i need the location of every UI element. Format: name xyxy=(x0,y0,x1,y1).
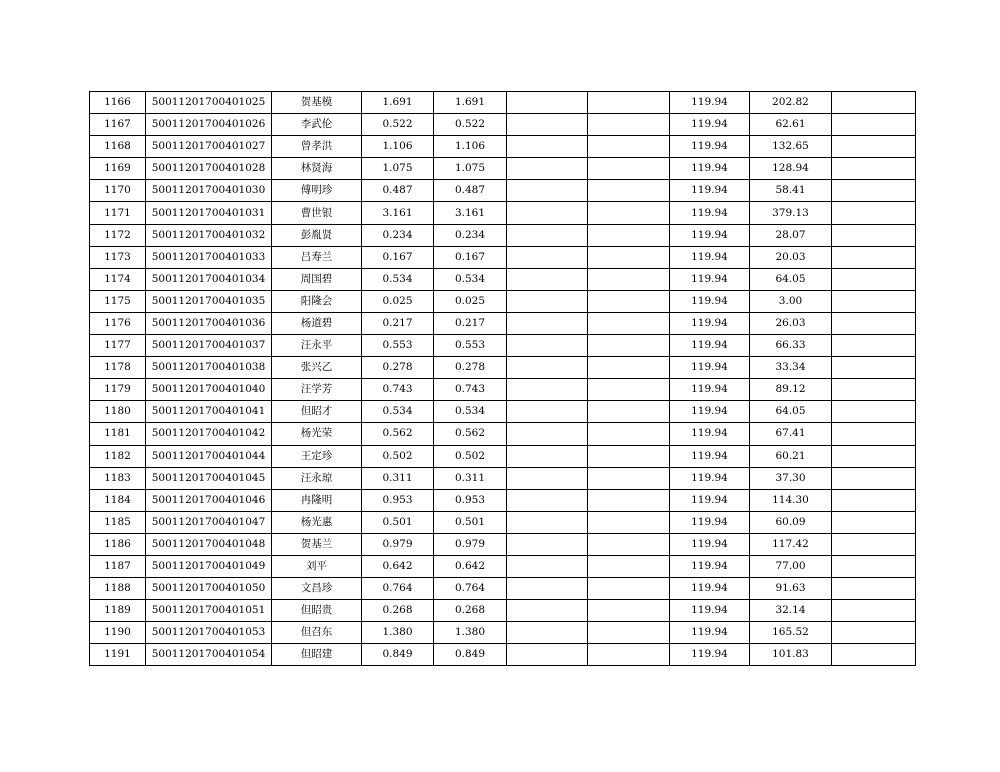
amount-cell: 117.42 xyxy=(750,533,832,555)
amount-cell: 28.07 xyxy=(750,224,832,246)
unit-price-cell: 119.94 xyxy=(670,423,750,445)
blank-cell xyxy=(507,533,588,555)
owner-name-cell: 文昌珍 xyxy=(272,578,362,600)
amount-cell: 114.30 xyxy=(750,489,832,511)
parcel-code-cell: 50011201700401036 xyxy=(146,312,272,334)
unit-price-cell: 119.94 xyxy=(670,312,750,334)
blank-cell xyxy=(507,136,588,158)
confirmed-area-cell: 0.562 xyxy=(434,423,507,445)
blank-cell xyxy=(507,578,588,600)
remark-cell xyxy=(832,246,916,268)
remark-cell xyxy=(832,600,916,622)
remark-cell xyxy=(832,533,916,555)
remark-cell xyxy=(832,158,916,180)
amount-cell: 89.12 xyxy=(750,379,832,401)
area-cell: 0.979 xyxy=(362,533,434,555)
blank-cell xyxy=(588,578,670,600)
remark-cell xyxy=(832,423,916,445)
blank-cell xyxy=(588,136,670,158)
unit-price-cell: 119.94 xyxy=(670,445,750,467)
table-row xyxy=(90,379,916,401)
unit-price-cell: 119.94 xyxy=(670,92,750,114)
owner-name-cell: 吕寿兰 xyxy=(272,246,362,268)
confirmed-area-cell: 1.380 xyxy=(434,622,507,644)
row-number-cell: 1166 xyxy=(90,92,146,114)
confirmed-area-cell: 0.522 xyxy=(434,114,507,136)
unit-price-cell: 119.94 xyxy=(670,158,750,180)
confirmed-area-cell: 0.311 xyxy=(434,467,507,489)
parcel-code-cell: 50011201700401025 xyxy=(146,92,272,114)
row-number-cell: 1178 xyxy=(90,357,146,379)
area-cell: 0.522 xyxy=(362,114,434,136)
blank-cell xyxy=(507,246,588,268)
area-cell: 0.502 xyxy=(362,445,434,467)
unit-price-cell: 119.94 xyxy=(670,467,750,489)
remark-cell xyxy=(832,622,916,644)
area-cell: 0.278 xyxy=(362,357,434,379)
parcel-code-cell: 50011201700401053 xyxy=(146,622,272,644)
blank-cell xyxy=(507,312,588,334)
parcel-code-cell: 50011201700401045 xyxy=(146,467,272,489)
blank-cell xyxy=(507,445,588,467)
owner-name-cell: 贺基兰 xyxy=(272,533,362,555)
confirmed-area-cell: 0.234 xyxy=(434,224,507,246)
amount-cell: 60.09 xyxy=(750,511,832,533)
parcel-code-cell: 50011201700401027 xyxy=(146,136,272,158)
blank-cell xyxy=(507,555,588,577)
confirmed-area-cell: 1.691 xyxy=(434,92,507,114)
unit-price-cell: 119.94 xyxy=(670,136,750,158)
amount-cell: 26.03 xyxy=(750,312,832,334)
parcel-code-cell: 50011201700401030 xyxy=(146,180,272,202)
table-body xyxy=(90,92,916,666)
amount-cell: 20.03 xyxy=(750,246,832,268)
amount-cell: 67.41 xyxy=(750,423,832,445)
blank-cell xyxy=(507,268,588,290)
area-cell: 0.764 xyxy=(362,578,434,600)
remark-cell xyxy=(832,489,916,511)
blank-cell xyxy=(588,622,670,644)
confirmed-area-cell: 0.217 xyxy=(434,312,507,334)
row-number-cell: 1170 xyxy=(90,180,146,202)
table-row xyxy=(90,600,916,622)
parcel-code-cell: 50011201700401048 xyxy=(146,533,272,555)
table-row xyxy=(90,401,916,423)
table-row xyxy=(90,180,916,202)
remark-cell xyxy=(832,445,916,467)
row-number-cell: 1191 xyxy=(90,644,146,666)
unit-price-cell: 119.94 xyxy=(670,578,750,600)
area-cell: 1.106 xyxy=(362,136,434,158)
confirmed-area-cell: 0.642 xyxy=(434,555,507,577)
blank-cell xyxy=(588,92,670,114)
unit-price-cell: 119.94 xyxy=(670,114,750,136)
area-cell: 0.743 xyxy=(362,379,434,401)
area-cell: 1.380 xyxy=(362,622,434,644)
area-cell: 0.534 xyxy=(362,268,434,290)
amount-cell: 101.83 xyxy=(750,644,832,666)
blank-cell xyxy=(507,224,588,246)
parcel-code-cell: 50011201700401042 xyxy=(146,423,272,445)
remark-cell xyxy=(832,114,916,136)
confirmed-area-cell: 0.278 xyxy=(434,357,507,379)
confirmed-area-cell: 0.534 xyxy=(434,401,507,423)
owner-name-cell: 彭胤贤 xyxy=(272,224,362,246)
row-number-cell: 1168 xyxy=(90,136,146,158)
table-row xyxy=(90,202,916,224)
area-cell: 3.161 xyxy=(362,202,434,224)
owner-name-cell: 但昭才 xyxy=(272,401,362,423)
parcel-code-cell: 50011201700401040 xyxy=(146,379,272,401)
amount-cell: 379.13 xyxy=(750,202,832,224)
area-cell: 0.501 xyxy=(362,511,434,533)
area-cell: 0.849 xyxy=(362,644,434,666)
remark-cell xyxy=(832,379,916,401)
data-table xyxy=(89,91,916,666)
area-cell: 0.025 xyxy=(362,290,434,312)
row-number-cell: 1176 xyxy=(90,312,146,334)
unit-price-cell: 119.94 xyxy=(670,489,750,511)
confirmed-area-cell: 0.268 xyxy=(434,600,507,622)
blank-cell xyxy=(507,401,588,423)
blank-cell xyxy=(507,511,588,533)
remark-cell xyxy=(832,202,916,224)
table-row xyxy=(90,533,916,555)
table-row xyxy=(90,224,916,246)
row-number-cell: 1180 xyxy=(90,401,146,423)
amount-cell: 64.05 xyxy=(750,401,832,423)
blank-cell xyxy=(507,158,588,180)
parcel-code-cell: 50011201700401050 xyxy=(146,578,272,600)
area-cell: 0.311 xyxy=(362,467,434,489)
amount-cell: 58.41 xyxy=(750,180,832,202)
confirmed-area-cell: 0.743 xyxy=(434,379,507,401)
owner-name-cell: 王定珍 xyxy=(272,445,362,467)
confirmed-area-cell: 0.979 xyxy=(434,533,507,555)
amount-cell: 3.00 xyxy=(750,290,832,312)
confirmed-area-cell: 3.161 xyxy=(434,202,507,224)
table-row xyxy=(90,335,916,357)
unit-price-cell: 119.94 xyxy=(670,600,750,622)
row-number-cell: 1173 xyxy=(90,246,146,268)
owner-name-cell: 杨光惠 xyxy=(272,511,362,533)
area-cell: 0.268 xyxy=(362,600,434,622)
blank-cell xyxy=(507,180,588,202)
blank-cell xyxy=(507,202,588,224)
confirmed-area-cell: 0.501 xyxy=(434,511,507,533)
area-cell: 0.234 xyxy=(362,224,434,246)
owner-name-cell: 李武伦 xyxy=(272,114,362,136)
row-number-cell: 1175 xyxy=(90,290,146,312)
unit-price-cell: 119.94 xyxy=(670,180,750,202)
confirmed-area-cell: 0.764 xyxy=(434,578,507,600)
owner-name-cell: 但召东 xyxy=(272,622,362,644)
blank-cell xyxy=(507,489,588,511)
table-row xyxy=(90,268,916,290)
table-row xyxy=(90,511,916,533)
parcel-code-cell: 50011201700401051 xyxy=(146,600,272,622)
area-cell: 0.953 xyxy=(362,489,434,511)
confirmed-area-cell: 0.953 xyxy=(434,489,507,511)
parcel-code-cell: 50011201700401041 xyxy=(146,401,272,423)
confirmed-area-cell: 0.534 xyxy=(434,268,507,290)
table-row xyxy=(90,357,916,379)
amount-cell: 77.00 xyxy=(750,555,832,577)
row-number-cell: 1187 xyxy=(90,555,146,577)
unit-price-cell: 119.94 xyxy=(670,202,750,224)
confirmed-area-cell: 0.553 xyxy=(434,335,507,357)
remark-cell xyxy=(832,511,916,533)
remark-cell xyxy=(832,578,916,600)
blank-cell xyxy=(588,202,670,224)
parcel-code-cell: 50011201700401044 xyxy=(146,445,272,467)
amount-cell: 132.65 xyxy=(750,136,832,158)
blank-cell xyxy=(588,246,670,268)
blank-cell xyxy=(588,158,670,180)
table-row xyxy=(90,445,916,467)
remark-cell xyxy=(832,467,916,489)
parcel-code-cell: 50011201700401031 xyxy=(146,202,272,224)
table-row xyxy=(90,136,916,158)
blank-cell xyxy=(588,533,670,555)
amount-cell: 66.33 xyxy=(750,335,832,357)
parcel-code-cell: 50011201700401033 xyxy=(146,246,272,268)
area-cell: 0.534 xyxy=(362,401,434,423)
row-number-cell: 1171 xyxy=(90,202,146,224)
row-number-cell: 1177 xyxy=(90,335,146,357)
owner-name-cell: 但昭建 xyxy=(272,644,362,666)
table-row xyxy=(90,423,916,445)
table-row xyxy=(90,555,916,577)
amount-cell: 64.05 xyxy=(750,268,832,290)
row-number-cell: 1189 xyxy=(90,600,146,622)
blank-cell xyxy=(507,423,588,445)
unit-price-cell: 119.94 xyxy=(670,246,750,268)
table-row xyxy=(90,489,916,511)
owner-name-cell: 傅明珍 xyxy=(272,180,362,202)
unit-price-cell: 119.94 xyxy=(670,379,750,401)
amount-cell: 37.30 xyxy=(750,467,832,489)
area-cell: 0.167 xyxy=(362,246,434,268)
confirmed-area-cell: 0.487 xyxy=(434,180,507,202)
row-number-cell: 1181 xyxy=(90,423,146,445)
owner-name-cell: 阳隆会 xyxy=(272,290,362,312)
row-number-cell: 1184 xyxy=(90,489,146,511)
row-number-cell: 1183 xyxy=(90,467,146,489)
blank-cell xyxy=(507,600,588,622)
parcel-code-cell: 50011201700401037 xyxy=(146,335,272,357)
blank-cell xyxy=(588,401,670,423)
parcel-code-cell: 50011201700401038 xyxy=(146,357,272,379)
owner-name-cell: 曹世银 xyxy=(272,202,362,224)
blank-cell xyxy=(588,224,670,246)
blank-cell xyxy=(507,622,588,644)
parcel-code-cell: 50011201700401046 xyxy=(146,489,272,511)
blank-cell xyxy=(507,467,588,489)
confirmed-area-cell: 0.167 xyxy=(434,246,507,268)
remark-cell xyxy=(832,401,916,423)
table-row xyxy=(90,467,916,489)
unit-price-cell: 119.94 xyxy=(670,224,750,246)
blank-cell xyxy=(507,379,588,401)
owner-name-cell: 汪学芳 xyxy=(272,379,362,401)
remark-cell xyxy=(832,644,916,666)
row-number-cell: 1174 xyxy=(90,268,146,290)
owner-name-cell: 周国碧 xyxy=(272,268,362,290)
unit-price-cell: 119.94 xyxy=(670,555,750,577)
confirmed-area-cell: 0.025 xyxy=(434,290,507,312)
owner-name-cell: 张兴乙 xyxy=(272,357,362,379)
remark-cell xyxy=(832,180,916,202)
table-row xyxy=(90,114,916,136)
owner-name-cell: 杨道碧 xyxy=(272,312,362,334)
parcel-code-cell: 50011201700401035 xyxy=(146,290,272,312)
table-row xyxy=(90,246,916,268)
table-row xyxy=(90,290,916,312)
parcel-code-cell: 50011201700401054 xyxy=(146,644,272,666)
owner-name-cell: 汪永琼 xyxy=(272,467,362,489)
owner-name-cell: 刘平 xyxy=(272,555,362,577)
blank-cell xyxy=(588,312,670,334)
table-row xyxy=(90,622,916,644)
amount-cell: 62.61 xyxy=(750,114,832,136)
parcel-code-cell: 50011201700401028 xyxy=(146,158,272,180)
blank-cell xyxy=(507,335,588,357)
remark-cell xyxy=(832,136,916,158)
blank-cell xyxy=(588,335,670,357)
table-row xyxy=(90,644,916,666)
blank-cell xyxy=(588,379,670,401)
remark-cell xyxy=(832,555,916,577)
owner-name-cell: 杨光荣 xyxy=(272,423,362,445)
amount-cell: 202.82 xyxy=(750,92,832,114)
unit-price-cell: 119.94 xyxy=(670,511,750,533)
row-number-cell: 1169 xyxy=(90,158,146,180)
confirmed-area-cell: 0.502 xyxy=(434,445,507,467)
blank-cell xyxy=(588,467,670,489)
unit-price-cell: 119.94 xyxy=(670,401,750,423)
area-cell: 1.075 xyxy=(362,158,434,180)
blank-cell xyxy=(588,555,670,577)
parcel-code-cell: 50011201700401034 xyxy=(146,268,272,290)
unit-price-cell: 119.94 xyxy=(670,644,750,666)
blank-cell xyxy=(588,423,670,445)
parcel-code-cell: 50011201700401026 xyxy=(146,114,272,136)
unit-price-cell: 119.94 xyxy=(670,335,750,357)
row-number-cell: 1186 xyxy=(90,533,146,555)
owner-name-cell: 林贤海 xyxy=(272,158,362,180)
remark-cell xyxy=(832,357,916,379)
area-cell: 0.487 xyxy=(362,180,434,202)
area-cell: 0.562 xyxy=(362,423,434,445)
remark-cell xyxy=(832,312,916,334)
unit-price-cell: 119.94 xyxy=(670,533,750,555)
area-cell: 0.217 xyxy=(362,312,434,334)
area-cell: 1.691 xyxy=(362,92,434,114)
row-number-cell: 1182 xyxy=(90,445,146,467)
area-cell: 0.553 xyxy=(362,335,434,357)
blank-cell xyxy=(588,357,670,379)
blank-cell xyxy=(588,511,670,533)
row-number-cell: 1185 xyxy=(90,511,146,533)
remark-cell xyxy=(832,92,916,114)
amount-cell: 91.63 xyxy=(750,578,832,600)
row-number-cell: 1179 xyxy=(90,379,146,401)
confirmed-area-cell: 1.106 xyxy=(434,136,507,158)
amount-cell: 128.94 xyxy=(750,158,832,180)
blank-cell xyxy=(588,114,670,136)
confirmed-area-cell: 1.075 xyxy=(434,158,507,180)
row-number-cell: 1190 xyxy=(90,622,146,644)
table-row xyxy=(90,578,916,600)
parcel-code-cell: 50011201700401032 xyxy=(146,224,272,246)
blank-cell xyxy=(507,92,588,114)
owner-name-cell: 汪永平 xyxy=(272,335,362,357)
unit-price-cell: 119.94 xyxy=(670,290,750,312)
table-row xyxy=(90,92,916,114)
amount-cell: 60.21 xyxy=(750,445,832,467)
remark-cell xyxy=(832,290,916,312)
blank-cell xyxy=(588,600,670,622)
owner-name-cell: 但昭贵 xyxy=(272,600,362,622)
blank-cell xyxy=(507,114,588,136)
amount-cell: 33.34 xyxy=(750,357,832,379)
blank-cell xyxy=(588,180,670,202)
unit-price-cell: 119.94 xyxy=(670,622,750,644)
blank-cell xyxy=(588,268,670,290)
unit-price-cell: 119.94 xyxy=(670,357,750,379)
parcel-code-cell: 50011201700401049 xyxy=(146,555,272,577)
remark-cell xyxy=(832,335,916,357)
blank-cell xyxy=(588,290,670,312)
table-row xyxy=(90,312,916,334)
remark-cell xyxy=(832,224,916,246)
row-number-cell: 1172 xyxy=(90,224,146,246)
blank-cell xyxy=(507,290,588,312)
table-row xyxy=(90,158,916,180)
row-number-cell: 1188 xyxy=(90,578,146,600)
confirmed-area-cell: 0.849 xyxy=(434,644,507,666)
owner-name-cell: 贺基模 xyxy=(272,92,362,114)
unit-price-cell: 119.94 xyxy=(670,268,750,290)
row-number-cell: 1167 xyxy=(90,114,146,136)
blank-cell xyxy=(588,644,670,666)
remark-cell xyxy=(832,268,916,290)
owner-name-cell: 冉隆明 xyxy=(272,489,362,511)
amount-cell: 32.14 xyxy=(750,600,832,622)
parcel-code-cell: 50011201700401047 xyxy=(146,511,272,533)
owner-name-cell: 曾孝洪 xyxy=(272,136,362,158)
blank-cell xyxy=(588,445,670,467)
blank-cell xyxy=(588,489,670,511)
blank-cell xyxy=(507,644,588,666)
amount-cell: 165.52 xyxy=(750,622,832,644)
area-cell: 0.642 xyxy=(362,555,434,577)
blank-cell xyxy=(507,357,588,379)
